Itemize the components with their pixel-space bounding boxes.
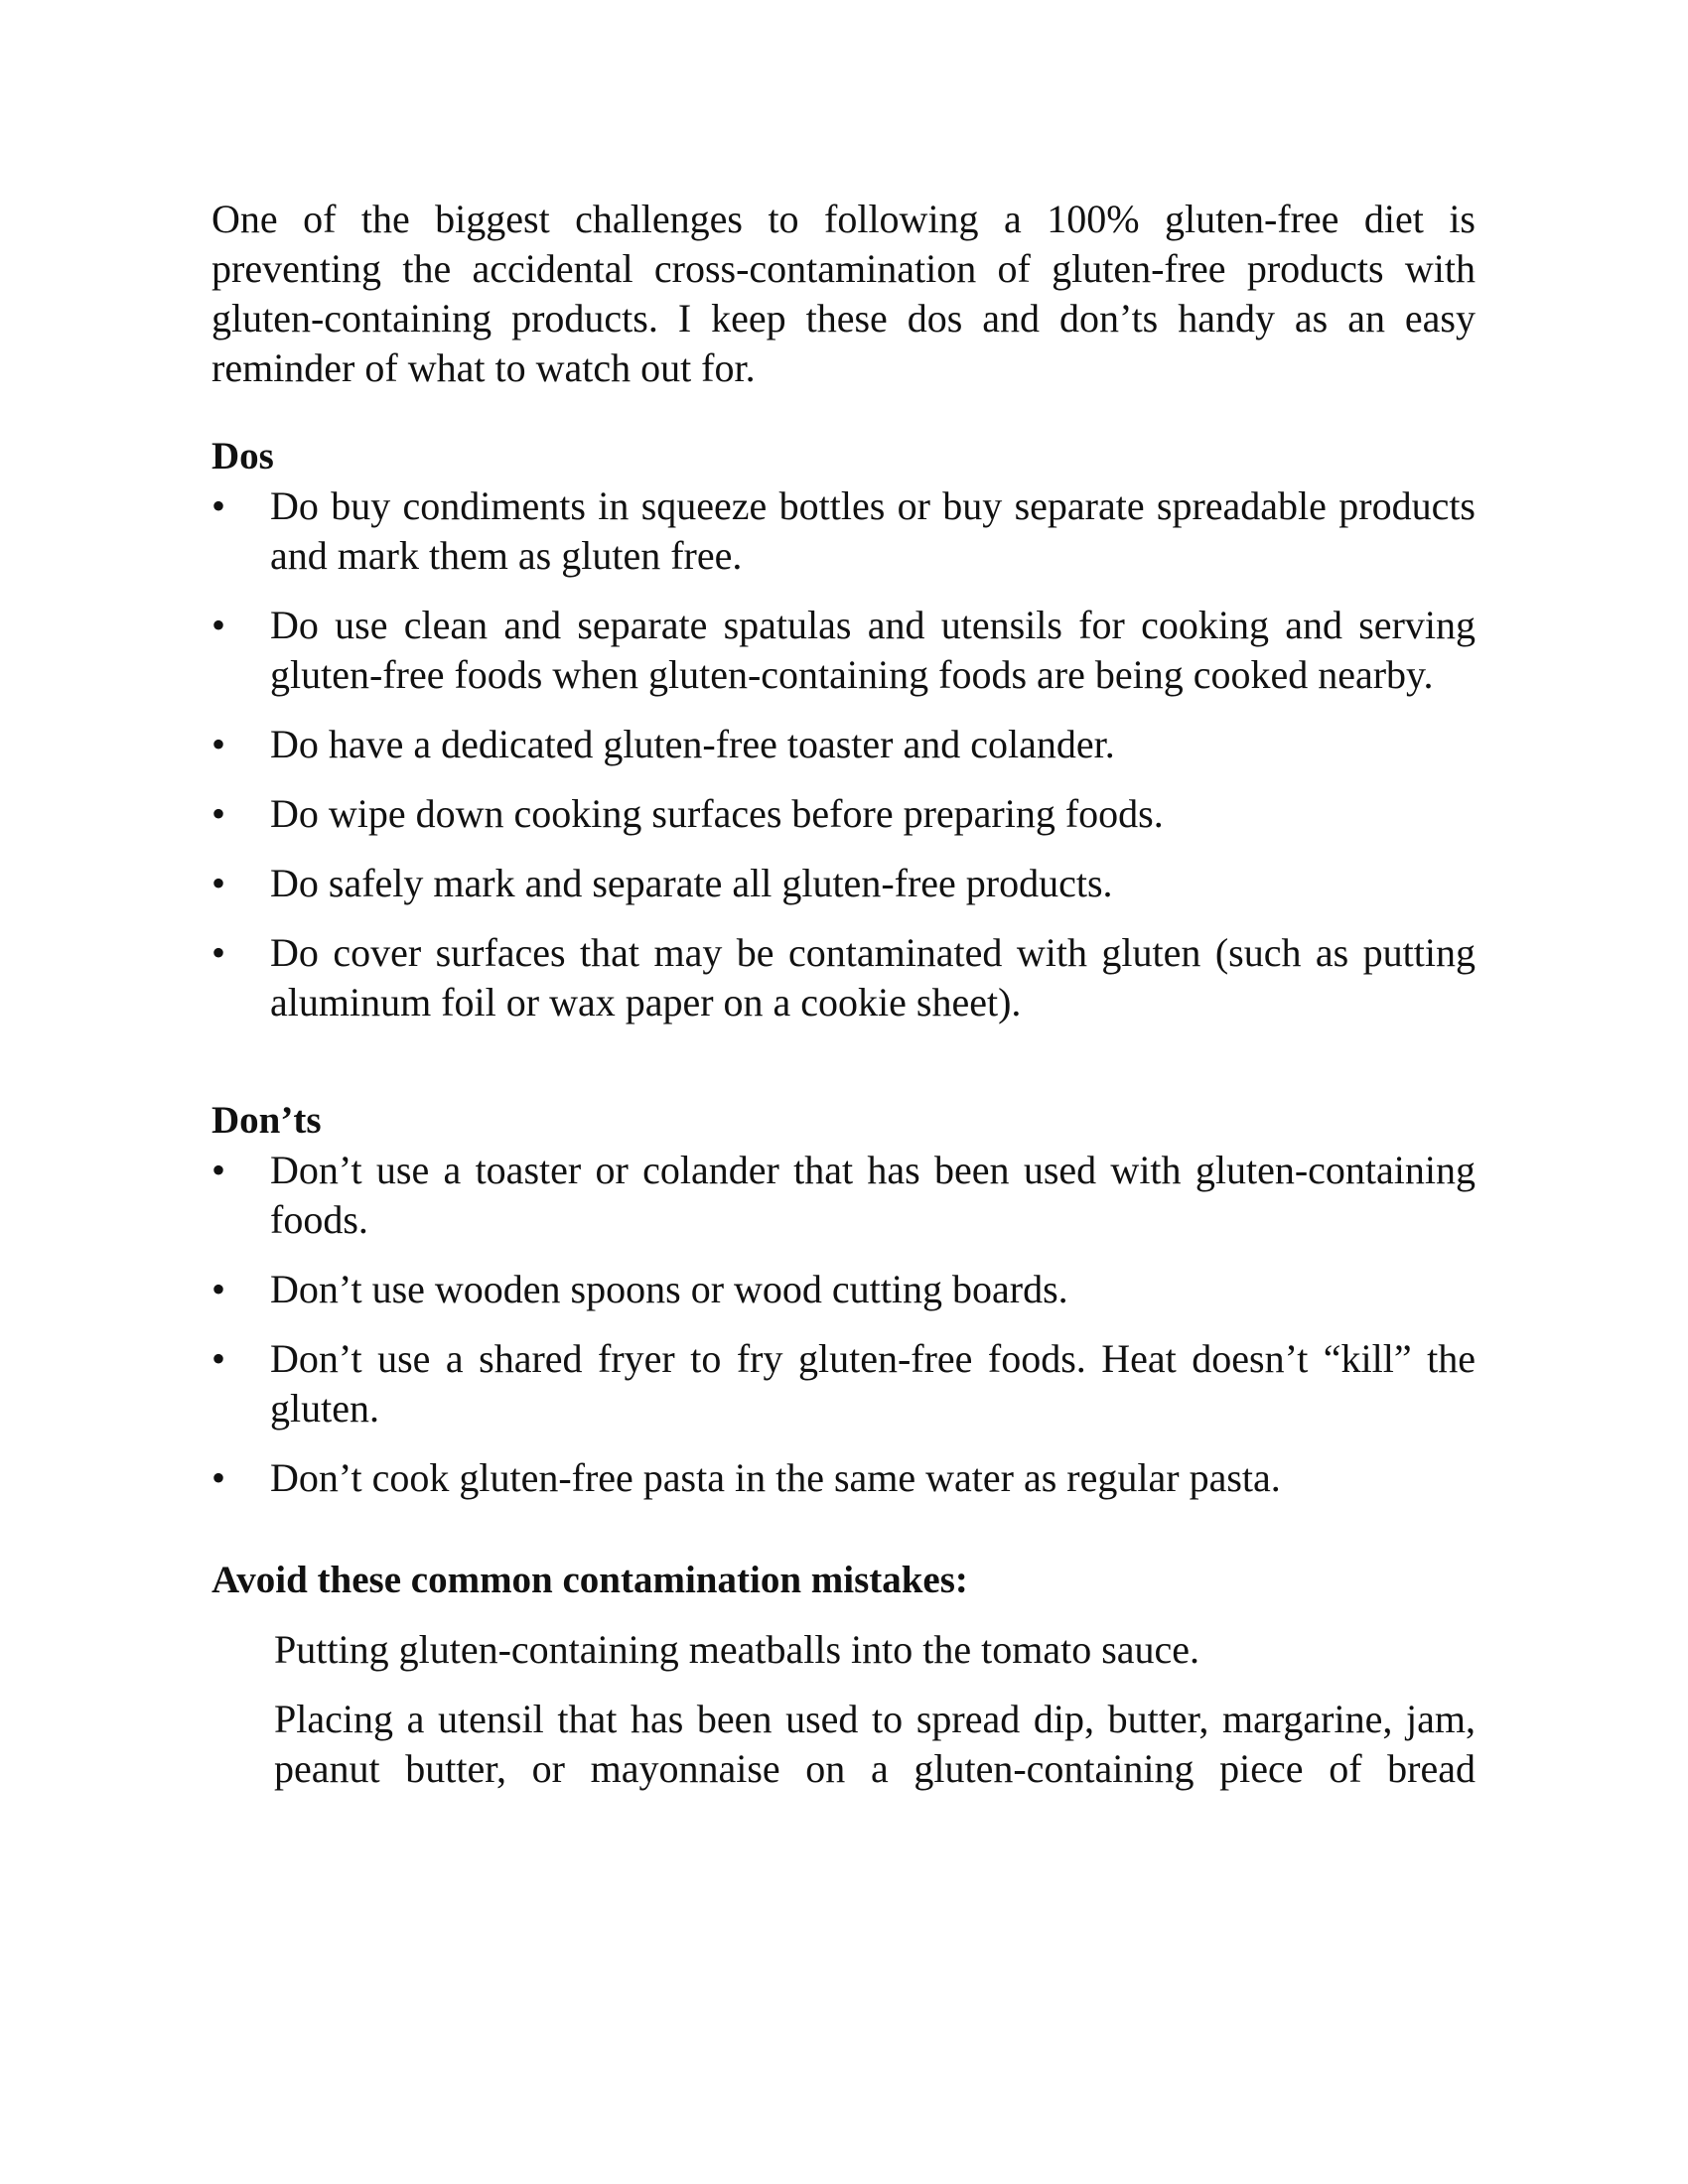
list-item: [211, 601, 1476, 700]
list-item-text: Do have a dedicated gluten-free toaster and colander.: [270, 722, 1115, 766]
list-item: [211, 1334, 1476, 1433]
list-item-text: Don’t use a toaster or colander that has been used with gluten-containing foods.: [270, 1148, 1476, 1242]
bullet-icon: •: [211, 722, 226, 766]
donts-heading: Don’ts: [211, 1099, 322, 1142]
list-item: [211, 928, 1476, 1027]
document-page: [211, 195, 1476, 1814]
bullet-icon: •: [211, 791, 226, 836]
bullet-icon: •: [211, 930, 226, 975]
bullet-icon: •: [211, 603, 226, 647]
list-item: [211, 1453, 1476, 1503]
mistakes-list: [211, 1625, 1476, 1794]
bullet-icon: •: [211, 1336, 226, 1381]
list-item-text: Do use clean and separate spatulas and utensils for cooking and serving gluten-free foods when gluten-containing foods are being cooked nearby.: [270, 603, 1476, 697]
list-item: [211, 1265, 1476, 1314]
list-item-text: Don’t use a shared fryer to fry gluten-free foods. Heat doesn’t “kill” the gluten.: [270, 1336, 1476, 1431]
list-item-text: Do buy condiments in squeeze bottles or buy separate spreadable products and mark them as gluten free.: [270, 483, 1476, 578]
bullet-icon: •: [211, 483, 226, 528]
list-item-text: Do safely mark and separate all gluten-free products.: [270, 861, 1113, 905]
dos-list: [211, 481, 1476, 1027]
list-item: [211, 859, 1476, 908]
dos-heading: Dos: [211, 435, 274, 478]
mistakes-heading: Avoid these common contamination mistakes:: [211, 1559, 968, 1601]
donts-list: [211, 1146, 1476, 1503]
list-item-text: Don’t cook gluten-free pasta in the same water as regular pasta.: [270, 1455, 1281, 1500]
list-item-text: Do cover surfaces that may be contaminated with gluten (such as putting aluminum foil or wax paper on a cookie sheet).: [270, 930, 1476, 1024]
list-item: [211, 720, 1476, 769]
list-item-text: Don’t use wooden spoons or wood cutting boards.: [270, 1267, 1068, 1311]
list-item: [211, 481, 1476, 581]
bullet-icon: •: [211, 1267, 226, 1311]
bullet-icon: •: [211, 1148, 226, 1192]
intro-paragraph: One of the biggest challenges to following a 100% gluten-free diet is preventing the accidental cross-contamination of gluten-free products with gluten-containing products. I keep these dos and don’ts handy as an easy reminder of what to watch out for.: [211, 197, 1476, 390]
list-item-text: Do wipe down cooking surfaces before preparing foods.: [270, 791, 1164, 836]
bullet-icon: •: [211, 861, 226, 905]
mistake-item: Placing a utensil that has been used to spread dip, butter, margarine, jam, peanut butter, or mayonnaise on a gluten-containing piece of bread: [274, 1697, 1476, 1791]
list-item: [211, 1146, 1476, 1245]
mistake-item: Putting gluten-containing meatballs into the tomato sauce.: [274, 1627, 1200, 1672]
bullet-icon: •: [211, 1455, 226, 1500]
list-item: [211, 789, 1476, 839]
